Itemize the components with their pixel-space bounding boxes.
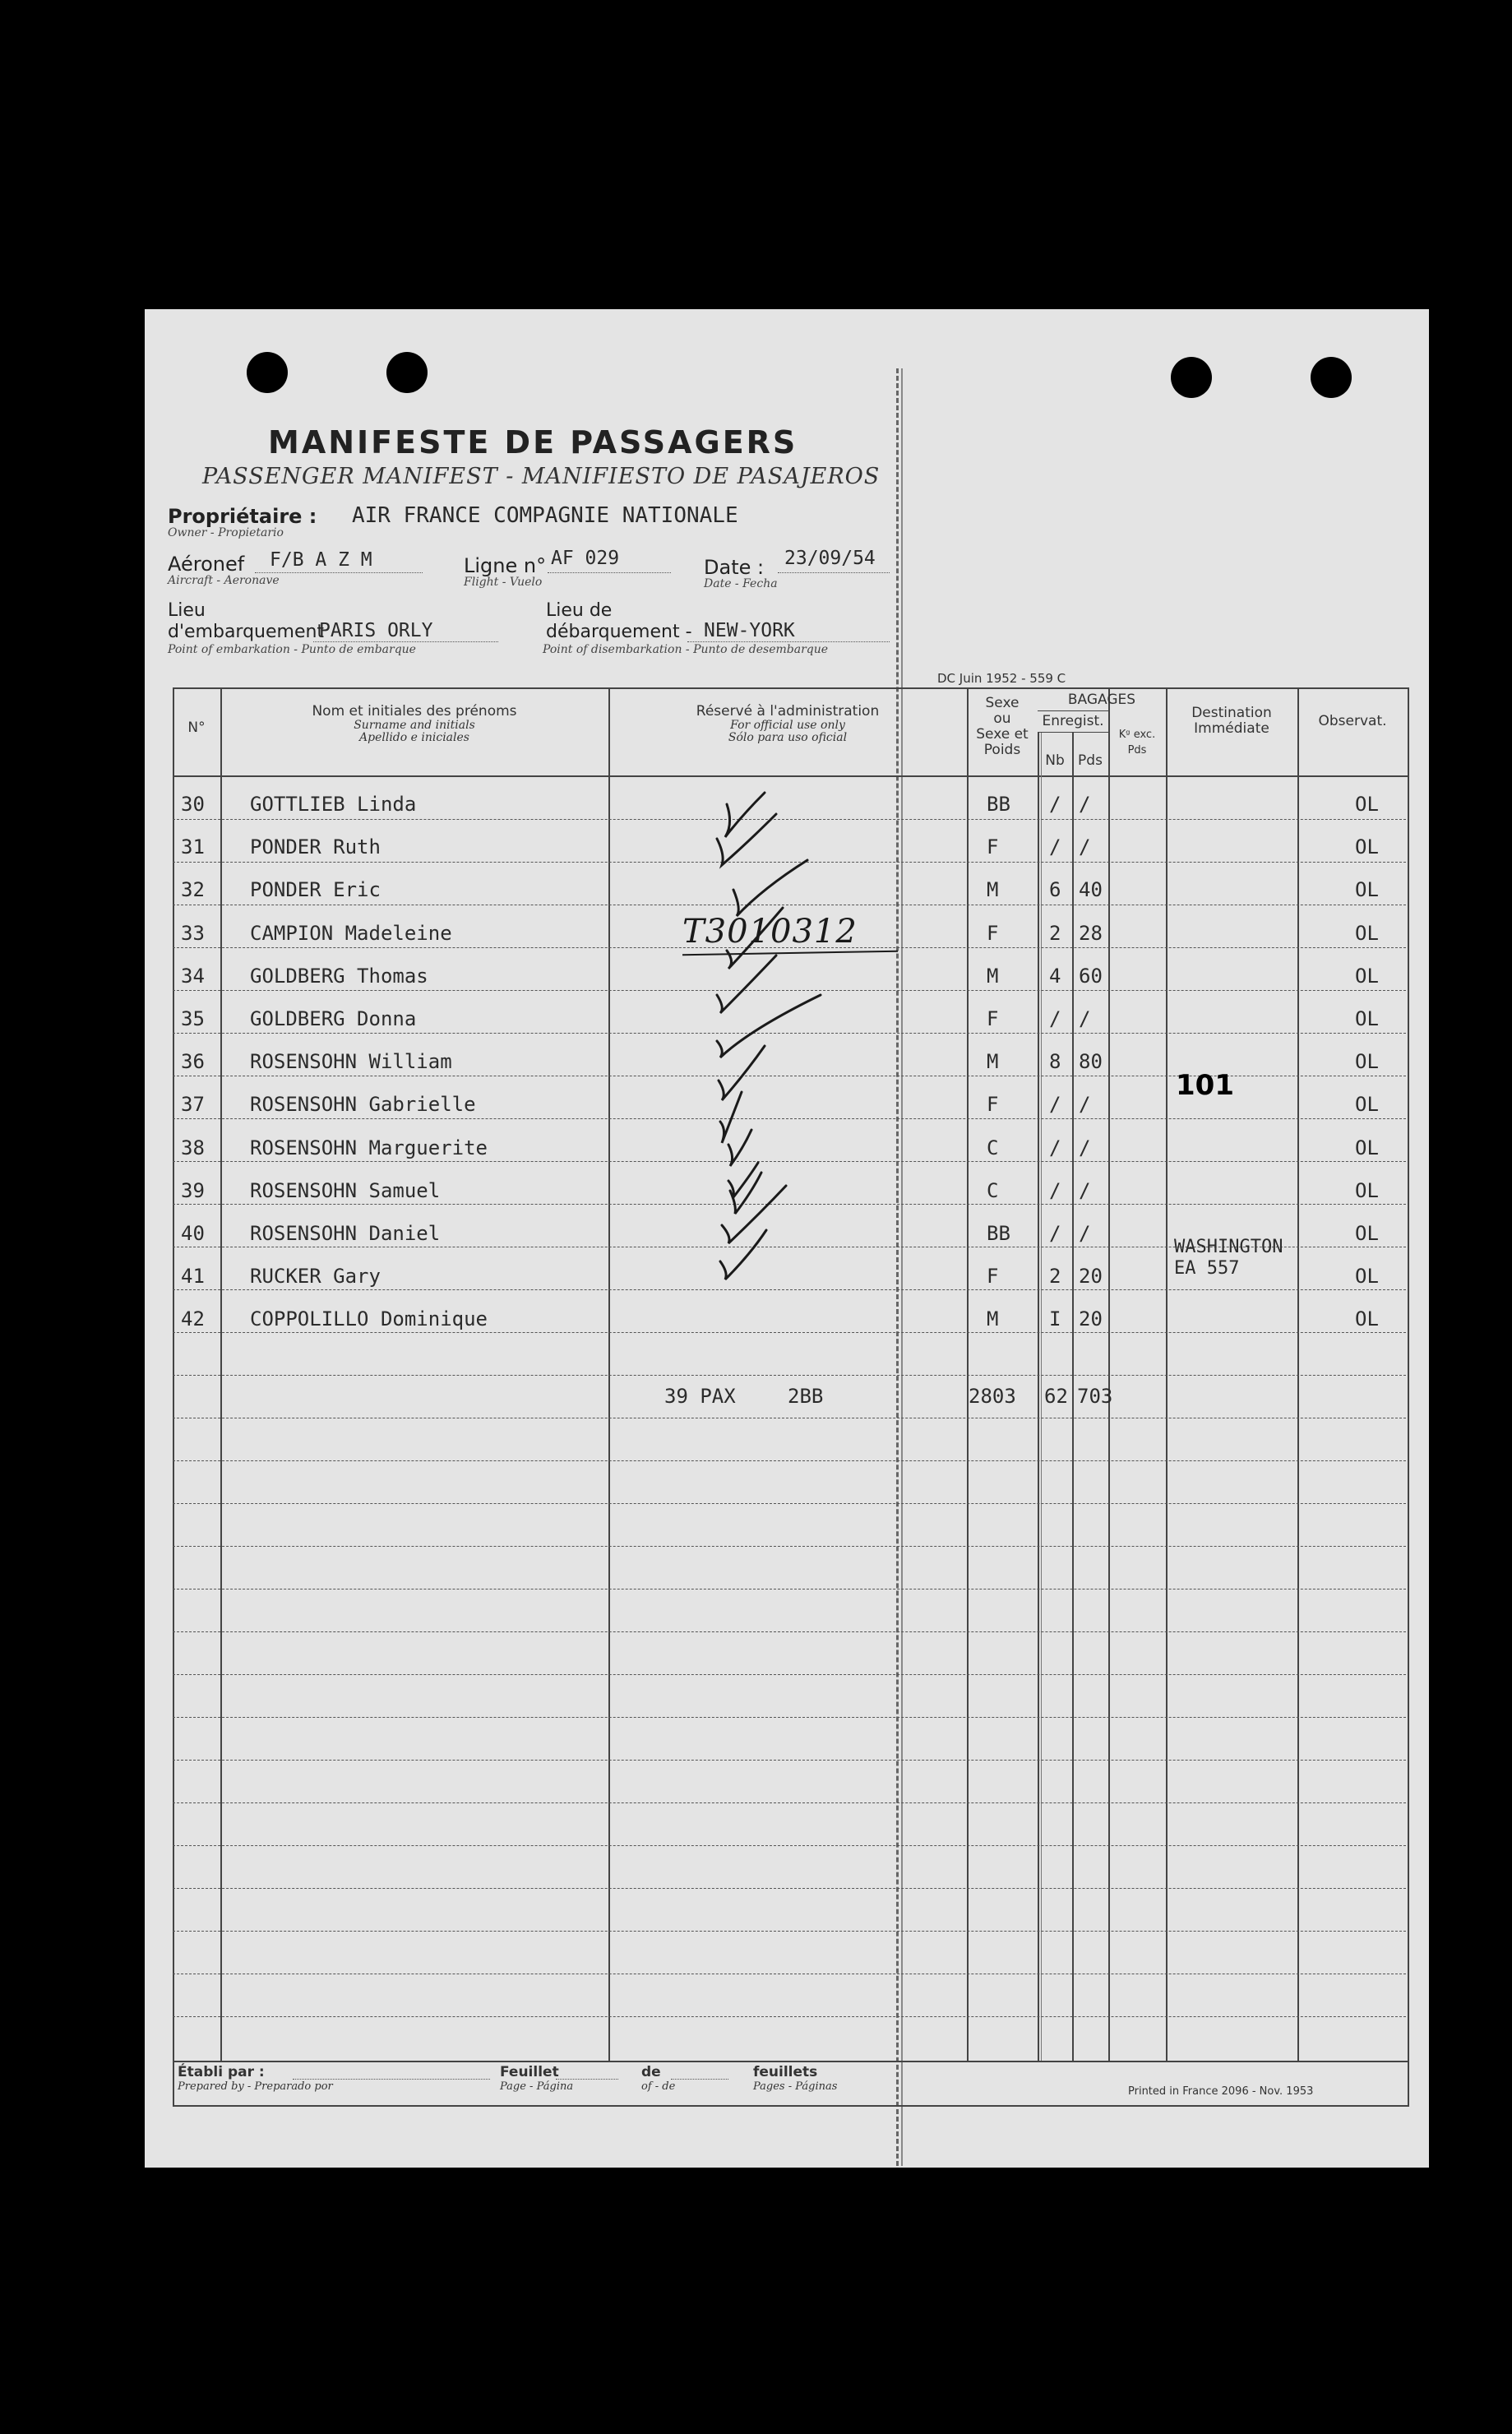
handwritten-checkmarks (572, 786, 835, 1329)
row-line (173, 1631, 1406, 1632)
perforation-line (896, 368, 899, 2166)
passenger-number: 40 (181, 1222, 205, 1245)
embark-label-1: Lieu (168, 600, 206, 621)
disembark-sublabel: Point of disembarkation - Punto de desembarque (543, 643, 829, 656)
total-bb: 2BB (788, 1385, 824, 1408)
baggage-weight: / (1079, 1222, 1091, 1245)
row-line (173, 1888, 1406, 1889)
baggage-count: 4 (1049, 964, 1061, 988)
passenger-number: 42 (181, 1307, 205, 1331)
baggage-weight: / (1079, 1007, 1091, 1030)
table-bottom-border (173, 2061, 1408, 2062)
baggage-count: / (1049, 793, 1061, 816)
disembark-label-2: débarquement - (546, 622, 692, 642)
row-line (173, 1332, 1406, 1333)
page-label: Feuillet Page - Página (500, 2064, 574, 2093)
header-excess: Kᵍ exc. Pds (1118, 729, 1156, 757)
passenger-name: ROSENSOHN Daniel (250, 1222, 441, 1245)
form-subtitle: PASSENGER MANIFEST - MANIFIESTO DE PASAJEROS (202, 464, 881, 489)
passenger-name: CAMPION Madeleine (250, 921, 452, 945)
passenger-number: 36 (181, 1050, 205, 1074)
observation: OL (1355, 964, 1379, 988)
baggage-weight: 40 (1079, 878, 1103, 902)
header-reserved-en: For official use only (730, 719, 845, 732)
destination-line-1: WASHINGTON (1174, 1237, 1283, 1257)
observation: OL (1355, 1136, 1379, 1159)
baggage-weight: / (1079, 1093, 1091, 1117)
baggage-weight: / (1079, 1136, 1091, 1159)
passenger-name: GOLDBERG Thomas (250, 964, 428, 988)
header-registered: Enregist. (1042, 713, 1104, 729)
stamp-number: 101 (1176, 1069, 1234, 1102)
flight-value: AF 029 (551, 548, 620, 569)
baggage-weight: 60 (1079, 964, 1103, 988)
header-name-en: Surname and initials (354, 719, 475, 732)
row-line (173, 1503, 1406, 1504)
row-line (173, 1460, 1406, 1461)
header-reserved (608, 704, 967, 744)
header-observations: Observat. (1318, 713, 1387, 729)
table-header-bottom (173, 775, 1408, 777)
header-baggage: BAGAGES (1067, 692, 1136, 708)
footer-bottom-border (173, 2105, 1408, 2107)
date-label: Date : (704, 556, 765, 579)
row-line (173, 1845, 1406, 1846)
baggage-weight: / (1079, 835, 1091, 859)
row-line (173, 1375, 1406, 1376)
embark-value: PARIS ORLY (319, 620, 433, 641)
embark-label-2: d'embarquement (168, 622, 325, 642)
observation: OL (1355, 1007, 1379, 1030)
punch-hole-2 (386, 352, 428, 393)
form-code: DC Juin 1952 - 559 C (937, 671, 1066, 686)
row-line (173, 1589, 1406, 1590)
row-line (173, 1760, 1406, 1761)
owner-sublabel: Owner - Propietario (168, 526, 284, 539)
date-value: 23/09/54 (784, 548, 876, 569)
passenger-sex: F (987, 835, 999, 859)
passenger-number: 39 (181, 1178, 205, 1202)
baggage-weight: 20 (1079, 1307, 1103, 1331)
owner-value: AIR FRANCE COMPAGNIE NATIONALE (352, 503, 738, 528)
header-name (220, 704, 608, 744)
total-weight: 2803 (969, 1385, 1016, 1408)
passenger-name: GOTTLIEB Linda (250, 793, 417, 816)
passenger-number: 41 (181, 1265, 205, 1289)
passenger-number: 32 (181, 878, 205, 902)
passenger-sex: M (987, 878, 999, 902)
header-no: N° (187, 720, 206, 736)
aircraft-value: F/B A Z M (270, 549, 372, 571)
header-name-es: Apellido e iniciales (359, 731, 469, 744)
total-pds: 703 (1077, 1385, 1113, 1408)
handwritten-code: T3010312 (682, 913, 858, 951)
observation: OL (1355, 1307, 1379, 1331)
row-line (173, 1717, 1406, 1718)
form-title: MANIFESTE DE PASSAGERS (268, 424, 798, 460)
passenger-sex: F (987, 921, 999, 945)
passenger-number: 31 (181, 835, 205, 859)
prepared-by-label: Établi par : Prepared by - Preparado por (178, 2064, 333, 2093)
total-pax: 39 PAX (664, 1385, 736, 1408)
perforation-edge (901, 368, 903, 2166)
punch-hole-4 (1311, 357, 1352, 398)
row-line (173, 1674, 1406, 1675)
manifest-sheet (145, 309, 1429, 2168)
header-sex: Sexe ou Sexe et Poids (976, 695, 1029, 758)
observation: OL (1355, 1050, 1379, 1074)
observation: OL (1355, 878, 1379, 902)
passenger-name: PONDER Eric (250, 878, 381, 902)
flight-label: Ligne n° (464, 554, 547, 577)
header-nb: Nb (1045, 752, 1065, 769)
passenger-number: 37 (181, 1093, 205, 1117)
baggage-count: / (1049, 1093, 1061, 1117)
row-line (173, 1546, 1406, 1547)
of-label: de of - de (641, 2064, 676, 2093)
observation: OL (1355, 793, 1379, 816)
passenger-name: GOLDBERG Donna (250, 1007, 417, 1030)
passenger-sex: F (987, 1093, 999, 1117)
baggage-weight: 28 (1079, 921, 1103, 945)
passenger-name: ROSENSOHN Gabrielle (250, 1093, 476, 1117)
disembark-value: NEW-YORK (704, 620, 795, 641)
baggage-count: 2 (1049, 921, 1061, 945)
baggage-count: 2 (1049, 1265, 1061, 1289)
total-nb: 62 (1044, 1385, 1068, 1408)
baggage-weight: / (1079, 793, 1091, 816)
baggage-count: 8 (1049, 1050, 1061, 1074)
header-reserved-es: Sólo para uso oficial (728, 731, 848, 744)
passenger-sex: C (987, 1178, 999, 1202)
table-top-border (173, 687, 1408, 689)
passenger-number: 35 (181, 1007, 205, 1030)
passenger-sex: M (987, 1307, 999, 1331)
passenger-number: 34 (181, 964, 205, 988)
aircraft-label: Aéronef (168, 553, 245, 576)
passenger-sex: BB (987, 1222, 1010, 1245)
flight-sublabel: Flight - Vuelo (464, 576, 543, 589)
baggage-count: / (1049, 1178, 1061, 1202)
baggage-count: / (1049, 1007, 1061, 1030)
passenger-sex: M (987, 964, 999, 988)
passenger-sex: BB (987, 793, 1010, 816)
baggage-count: / (1049, 1222, 1061, 1245)
passenger-name: ROSENSOHN William (250, 1050, 452, 1074)
disembark-label-1: Lieu de (546, 600, 613, 621)
observation: OL (1355, 1093, 1379, 1117)
baggage-count: / (1049, 835, 1061, 859)
punch-hole-1 (247, 352, 288, 393)
passenger-number: 30 (181, 793, 205, 816)
baggage-weight: / (1079, 1178, 1091, 1202)
observation: OL (1355, 1265, 1379, 1289)
header-destination: Destination Immédiate (1191, 705, 1272, 737)
passenger-name: RUCKER Gary (250, 1265, 381, 1289)
passenger-name: ROSENSOHN Marguerite (250, 1136, 488, 1159)
passenger-name: COPPOLILLO Dominique (250, 1307, 488, 1331)
row-line (173, 1931, 1406, 1932)
passenger-name: ROSENSOHN Samuel (250, 1178, 441, 1202)
printer-mark: Printed in France 2096 - Nov. 1953 (1128, 2085, 1314, 2098)
passenger-sex: F (987, 1007, 999, 1030)
row-line (173, 1802, 1406, 1803)
header-pds: Pds (1078, 752, 1103, 769)
aircraft-sublabel: Aircraft - Aeronave (168, 574, 280, 587)
destination-line-2: EA 557 (1174, 1258, 1240, 1279)
punch-hole-3 (1171, 357, 1212, 398)
passenger-number: 33 (181, 921, 205, 945)
passenger-sex: F (987, 1265, 999, 1289)
observation: OL (1355, 1178, 1379, 1202)
baggage-count: I (1049, 1307, 1061, 1331)
header-name-fr: Nom et initiales des prénoms (312, 703, 517, 720)
passenger-sex: C (987, 1136, 999, 1159)
embark-sublabel: Point of embarkation - Punto de embarque (168, 643, 416, 656)
baggage-count: / (1049, 1136, 1061, 1159)
observation: OL (1355, 1222, 1379, 1245)
row-line (173, 2016, 1406, 2017)
owner-label: Propriétaire : (168, 505, 317, 528)
observation: OL (1355, 835, 1379, 859)
baggage-count: 6 (1049, 878, 1061, 902)
observation: OL (1355, 921, 1379, 945)
header-reserved-fr: Réservé à l'administration (696, 703, 880, 720)
passenger-number: 38 (181, 1136, 205, 1159)
date-sublabel: Date - Fecha (704, 577, 778, 590)
passenger-name: PONDER Ruth (250, 835, 381, 859)
pages-label: feuillets Pages - Páginas (753, 2064, 838, 2093)
baggage-weight: 80 (1079, 1050, 1103, 1074)
baggage-weight: 20 (1079, 1265, 1103, 1289)
passenger-sex: M (987, 1050, 999, 1074)
